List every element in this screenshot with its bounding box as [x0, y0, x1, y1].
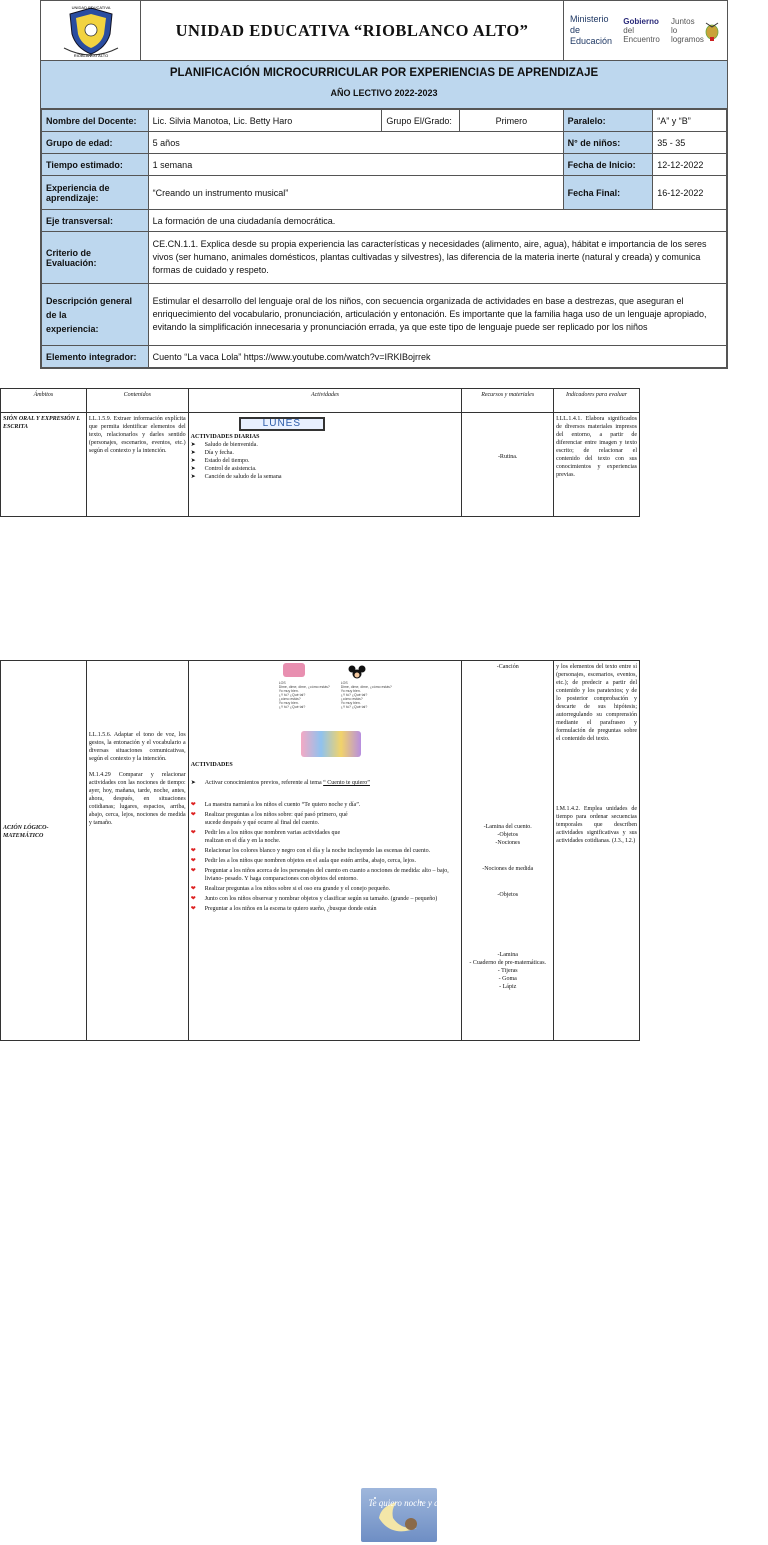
list-item: ➤ Control de asistencia. [191, 465, 460, 473]
criterio-label: Criterio de Evaluación: [42, 232, 149, 284]
inicio-label: Fecha de Inicio: [563, 154, 653, 176]
ninos-label: N° de niños: [563, 132, 653, 154]
indicador-cell [554, 661, 640, 1041]
final-label: Fecha Final: [563, 176, 653, 210]
song-illustration-1 [283, 663, 305, 677]
list-item: ❤ Junto con los niños observar y nombrar objetos y clasificar según su tamaño. (grande – pequeño) [191, 895, 460, 903]
header-recursos: Recursos y materiales [462, 389, 554, 413]
list-item: ➤ Canción de saludo de la semana [191, 473, 460, 481]
ministry-logos [564, 1, 727, 60]
edad-label: Grupo de edad: [42, 132, 149, 154]
list-item: ➤ Activar conocimientos previos, referente al tema “ Cuento te quiero” [191, 779, 460, 787]
svg-text:Te quiero noche y día: Te quiero noche y día [367, 1497, 446, 1508]
gobierno-logo: Gobierno del Encuentro [623, 17, 660, 44]
children-illustration [301, 731, 361, 757]
recursos-cell: -Rutina. [462, 413, 554, 517]
list-item: ❤ Pedir les a los niños que nombren varias actividades que realizan en el día y en la noche. [191, 829, 460, 845]
grupo-value: Primero [460, 110, 564, 132]
recurso-item: -Objetos [497, 832, 519, 838]
svg-text:RIOBLANCO ALTO: RIOBLANCO ALTO [73, 52, 108, 58]
recurso-item: - Tijeras [497, 968, 518, 974]
story-activities-list [191, 801, 460, 913]
elemento-label: Elemento integrador: [42, 346, 149, 368]
experiencia-value: “Creando un instrumento musical” [148, 176, 563, 210]
recurso-item: - Lápiz [499, 984, 517, 990]
criterio-value: CE.CN.1.1. Explica desde su propia experiencia las características y necesidades (alimento, aire, agua), hábitat e importancia de los seres vivos (ser humano, animales domésticos, plantas cultivadas y silvestres), las diferencia de la materia inerte (natural y creada) y comunica formas de cuidado y respeto. [148, 232, 726, 284]
ecuador-coat-of-arms-icon [703, 20, 721, 42]
school-logo [41, 1, 141, 60]
recurso-item: -Nociones [495, 840, 521, 846]
eje-label: Eje transversal: [42, 210, 149, 232]
recurso-item: -Nociones de medida [482, 866, 534, 872]
song-images [191, 663, 460, 761]
ambito-cell: SIÓN ORAL Y EXPRESIÓN L ESCRITA [1, 413, 87, 517]
list-item: ➤ Día y fecha. [191, 449, 460, 457]
list-item: ❤ La maestra narrará a los niños el cuento “Te quiero noche y día”. [191, 801, 460, 809]
recurso-item: -Canción [496, 664, 519, 670]
contenido-2: M.1.4.29 Comparar y relacionar actividades con las nociones de tiempo: ayer, hoy, mañana, tarde, noche, antes, ahora, después, en situaciones cotidianas; lugares, espacios, arriba, abajo, cerca, lejos, nociones de medida y tamaño. [88, 772, 186, 826]
header-ambitos: Ámbitos [1, 389, 87, 413]
indicador-1: y los elementos del texto entre sí (personajes, escenarios, eventos, etc.); de predecir a partir del contenido y los paratextos; y de lo posterior comprobación y descarte de sus hipótesis; autorregulando su comprensión mediante el parafraseo y formulación de preguntas sobre el contenido del texto. [556, 664, 637, 742]
header-indicadores: Indicadores para evaluar [554, 389, 640, 413]
contenido-1: LL.1.5.6. Adaptar el tono de voz, los gestos, la entonación y el vocabulario a diversas situaciones comunicativas, según el contexto y la intención. [88, 732, 186, 762]
recurso-item: - Cuaderno de pre-matemáticas. [469, 960, 547, 966]
lunes-banner: LUNES [239, 417, 325, 431]
school-name: UNIDAD EDUCATIVA “RIOBLANCO ALTO” [141, 1, 564, 60]
ambito-cell: ACIÓN LÓGICO-MATEMÁTICO [1, 661, 87, 1041]
experiencia-label: Experiencia de aprendizaje: [42, 176, 149, 210]
actividades-cell [188, 413, 462, 517]
list-item: ❤ Realizar preguntas a los niños sobre si el oso era grande y el conejo pequeño. [191, 885, 460, 893]
mickey-icon [347, 665, 367, 679]
plan-title: PLANIFICACIÓN MICROCURRICULAR POR EXPERIENCIAS DE APRENDIZAJE [169, 67, 599, 79]
activities-table-2 [0, 660, 640, 1508]
list-item: ❤ Pedir les a los niños que nombren objetos en el aula que estén arriba, abajo, cerca, lejos. [191, 857, 460, 865]
list-item: ❤ Preguntar a los niños acerca de los personajes del cuento en cuanto a nociones de medida: alto – bajo, liviano- pesado. Y haga comparaciones con objetos del entorno. [191, 867, 460, 883]
grupo-label: Grupo El/Grado: [382, 110, 460, 132]
recurso-item: -Lamina [497, 952, 518, 958]
list-item: ➤ Estado del tiempo. [191, 457, 460, 465]
descripcion-label: Descripción general de la experiencia: [42, 284, 149, 346]
indicador-2: I.M.1.4.2. Emplea unidades de tiempo para ordenar secuencias temporales que describen actividades significativas y sus actividades cotidianas. (J.3., I.2.) [556, 806, 637, 844]
actividades-title: ACTIVIDADES [190, 762, 233, 768]
edad-value: 5 años [148, 132, 563, 154]
ninos-value: 35 - 35 [653, 132, 727, 154]
paralelo-value: “A” y “B” [653, 110, 727, 132]
svg-text:UNIDAD EDUCATIVA: UNIDAD EDUCATIVA [71, 4, 110, 10]
list-item: ❤ Relacionar los colores blanco y negro con el día y la noche incluyendo las escenas del cuento. [191, 847, 460, 855]
contenido-cell [86, 661, 188, 1041]
info-table [41, 109, 727, 368]
school-year: AÑO LECTIVO 2022-2023 [330, 88, 438, 98]
header-table [40, 0, 728, 369]
recurso-item: -Lamina del cuento. [483, 824, 532, 830]
indicador-cell: I.LL.1.4.1. Elabora significados de diversos materiales impresos del entorno, a partir de diferenciar entre imagen y texto escrito; de relacionar el contenido del texto con sus conocimientos y experiencias previas. [554, 413, 640, 517]
tiempo-value: 1 semana [148, 154, 563, 176]
song-lyrics-left: LOS Dime, dime, dime, ¿cómo estás? Yo muy bien. ¿Y tú? ¿Qué tal? ¿cómo estás? Yo muy bien. ¿Y tú? ¿Qué tal? [278, 681, 330, 709]
juntos-text: Juntos lo logramos [671, 17, 704, 44]
header-contenidos: Contenidos [86, 389, 188, 413]
book-cover-image [361, 1488, 446, 1542]
plan-banner [41, 61, 727, 109]
paralelo-label: Paralelo: [563, 110, 653, 132]
recurso-item: -Objetos [497, 892, 519, 898]
header-actividades: Actividades [188, 389, 462, 413]
daily-activities-list [191, 441, 460, 481]
elemento-value: Cuento “La vaca Lola” https://www.youtube.com/watch?v=IRKIBojrrek [148, 346, 726, 368]
inicio-value: 12-12-2022 [653, 154, 727, 176]
final-value: 16-12-2022 [653, 176, 727, 210]
activities-table-1 [0, 388, 640, 517]
actividades-title: ACTIVIDADES DIARIAS [190, 434, 260, 440]
list-item: ➤ Saludo de bienvenida. [191, 441, 460, 449]
recursos-cell [462, 661, 554, 1041]
actividades-cell [188, 661, 462, 1508]
list-item: ❤ Realizar preguntas a los niños sobre: qué pasó primero, qué sucede después y qué ocurre al final del cuento. [191, 811, 460, 827]
recurso-item: - Goma [498, 976, 517, 982]
song-lyrics-right: LOS Dime, dime, dime, ¿cómo estás? Yo muy bien. ¿Y tú? ¿Qué tal? ¿cómo estás? Yo muy bien. ¿Y tú? ¿Qué tal? [340, 681, 392, 709]
activar-list [191, 779, 460, 787]
tiempo-label: Tiempo estimado: [42, 154, 149, 176]
ministry-name: Ministerio de Educación [570, 14, 613, 46]
contenido-cell: LL.1.5.9. Extraer información explícita que permita identificar elementos del texto, relacionarlos y darles sentido (personajes, escenarios, eventos, etc.) según el contexto y la intención. [86, 413, 188, 517]
descripcion-value: Estimular el desarrollo del lenguaje oral de los niños, con secuencia organizada de actividades en base a destrezas, que aseguran el enriquecimiento del vocabulario, pronunciación, articulación y entonación. Es importante que la familia haga uso de un lenguaje apropiado, evitando la simplificación innecesaria y pronunciación errada, ya que este tipo de lenguaje puede ser replicado por los niños [148, 284, 726, 346]
eje-value: La formación de una ciudadanía democrática. [148, 210, 726, 232]
docente-label: Nombre del Docente: [42, 110, 149, 132]
docente-value: Lic. Silvia Manotoa, Lic. Betty Haro [148, 110, 382, 132]
list-item: ❤ Preguntar a los niños en la escena te quiero sueño, ¿busque donde están [191, 905, 460, 913]
